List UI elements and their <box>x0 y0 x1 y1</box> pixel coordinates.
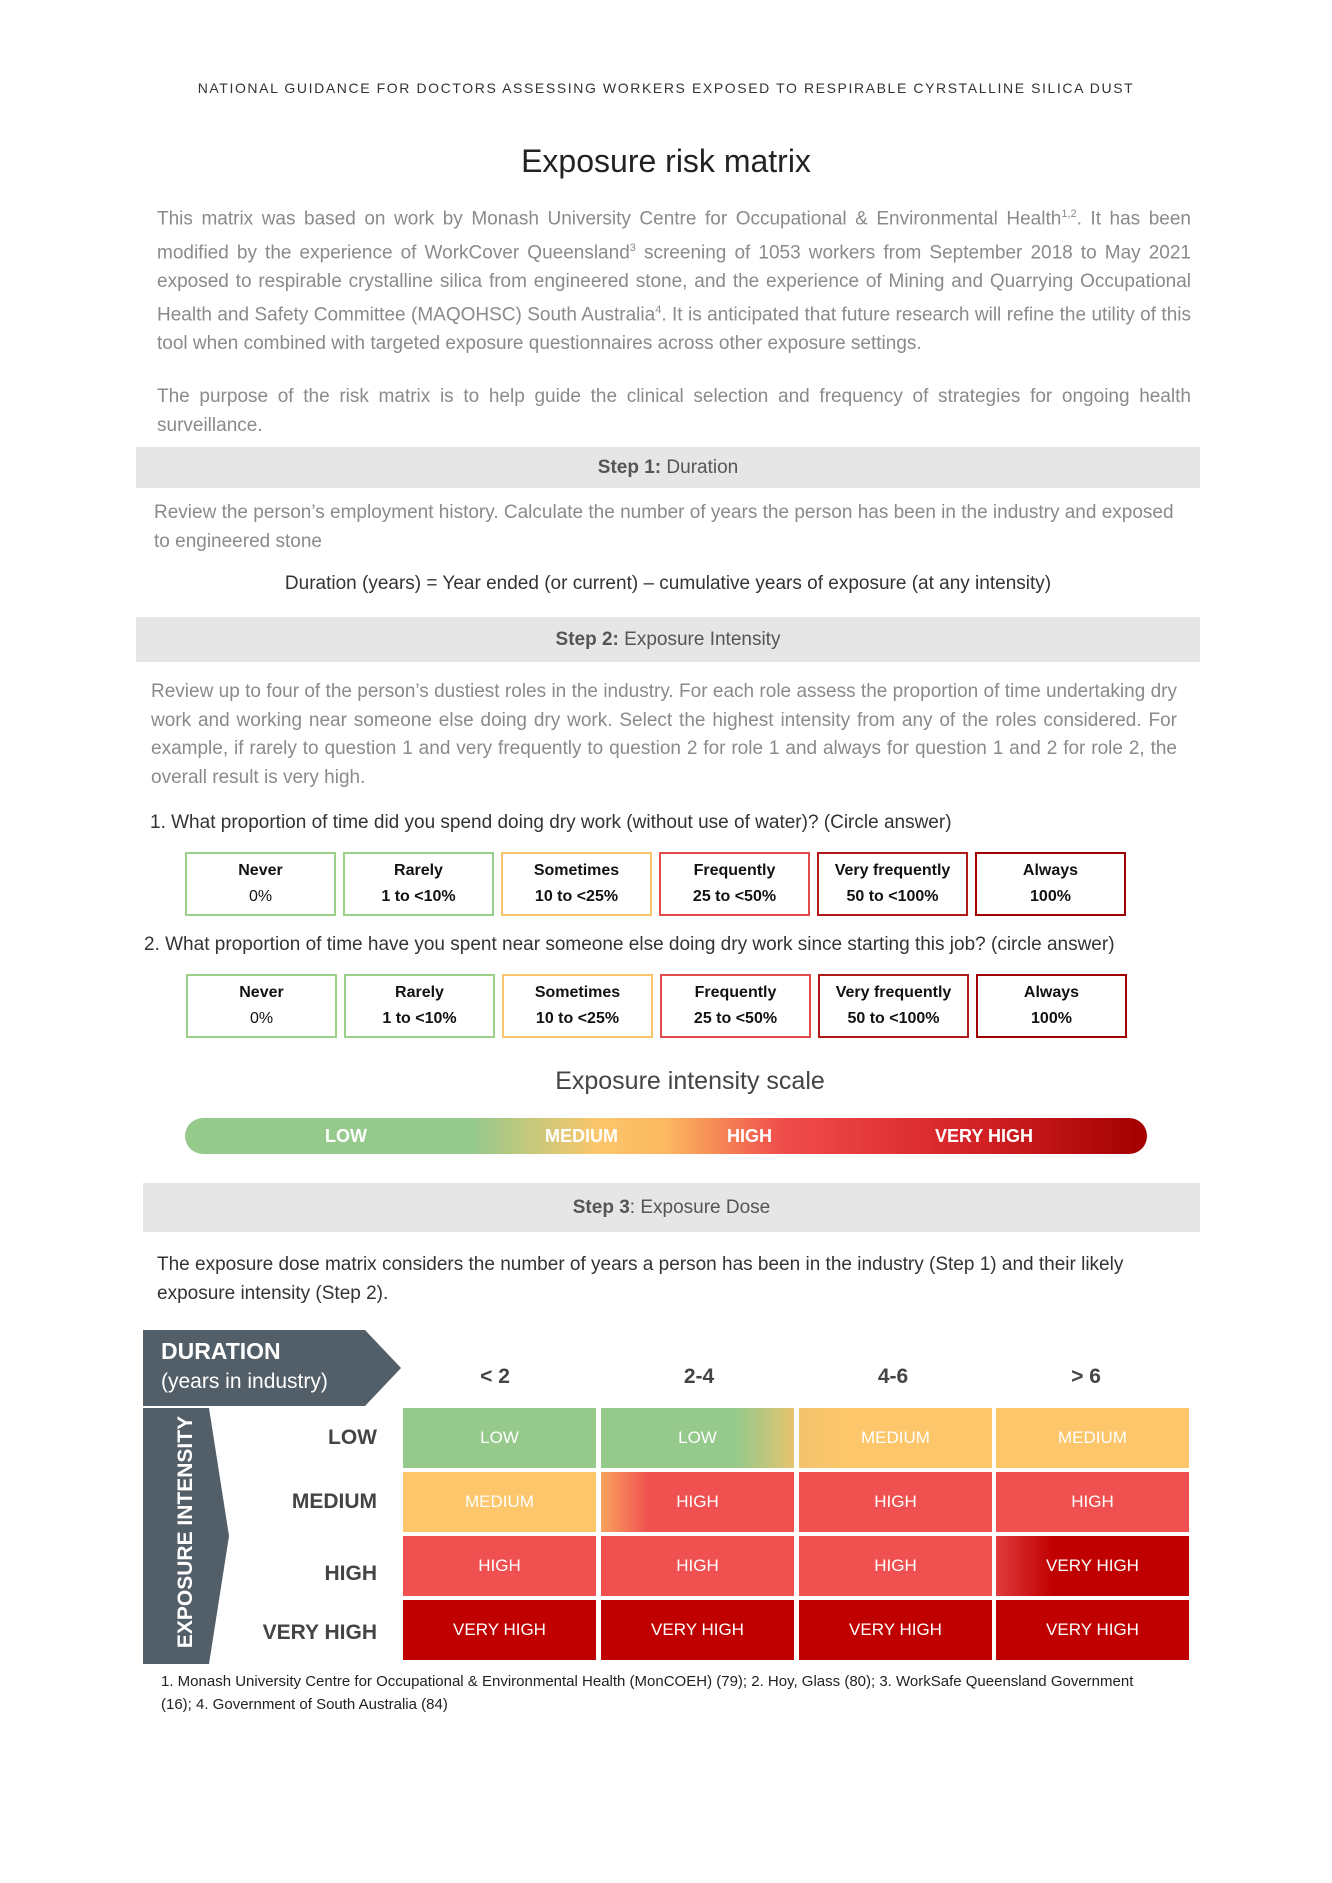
step2-name: Exposure Intensity <box>624 628 781 650</box>
cell-low-2-4 <box>601 1408 794 1468</box>
question-2: 2. What proportion of time have you spent near someone else doing dry work since starting this job? (circle answer) <box>144 934 1115 955</box>
q2-option-rarely[interactable] <box>344 974 495 1038</box>
option-label: Always <box>1022 862 1079 879</box>
scale-label-medium: MEDIUM <box>545 1126 618 1146</box>
step2-bar <box>136 617 1200 662</box>
option-label: Very frequently <box>834 862 951 879</box>
option-label: Sometimes <box>534 984 621 1001</box>
scale-label-high: HIGH <box>727 1126 772 1146</box>
step1-name: Duration <box>666 456 739 478</box>
cell-very-high-gt6 <box>996 1600 1189 1660</box>
cell-low-lt2 <box>403 1408 596 1468</box>
cell-very-high-2-4 <box>601 1600 794 1660</box>
col-head-4-6: 4-6 <box>877 1365 909 1388</box>
scale-label-very-high: VERY HIGH <box>935 1126 1034 1146</box>
cell-text: HIGH <box>676 1556 719 1575</box>
option-value: 1 to <10% <box>381 888 456 905</box>
option-value: 100% <box>1030 888 1071 905</box>
q1-option-sometimes[interactable] <box>501 852 652 916</box>
intensity-title: EXPOSURE INTENSITY <box>174 1415 197 1649</box>
cell-medium-gt6 <box>996 1472 1189 1532</box>
cell-text: LOW <box>678 1428 717 1447</box>
cell-text: LOW <box>480 1428 519 1447</box>
cell-medium-2-4 <box>601 1472 794 1532</box>
option-label: Rarely <box>395 984 444 1001</box>
option-value: 1 to <10% <box>382 1010 457 1027</box>
option-value: 100% <box>1031 1010 1072 1027</box>
intro-sup-1: 1,2 <box>1061 208 1077 220</box>
duration-title: DURATION <box>161 1338 281 1364</box>
purpose-paragraph: The purpose of the risk matrix is to help guide the clinical selection and frequency of strategies for ongoing health surveillance. <box>157 386 1191 436</box>
q2-option-never[interactable] <box>186 974 337 1038</box>
intro-text-c: screening of 1053 workers from September 2018 to May 2021 exposed to respirable crystalline silica from engineered stone, and the experience of Mining and Quarrying Occupational Health and Safety Committee (MAQOHSC) South Australia <box>157 242 1191 326</box>
option-value: 25 to <50% <box>692 888 777 905</box>
step3-bar <box>143 1183 1200 1232</box>
q1-option-never[interactable] <box>185 852 336 916</box>
cell-text: HIGH <box>478 1556 521 1575</box>
intro-text-b: . It has been modified by the experience of WorkCover Queensland <box>157 208 1191 264</box>
page-title: Exposure risk matrix <box>521 143 811 179</box>
running-header: NATIONAL GUIDANCE FOR DOCTORS ASSESSING WORKERS EXPOSED TO RESPIRABLE CYRSTALLINE SILICA DUST <box>197 80 1135 96</box>
row-head-medium: MEDIUM <box>291 1490 377 1513</box>
option-value: 50 to <100% <box>847 1010 940 1027</box>
option-label: Rarely <box>394 862 443 879</box>
duration-header-arrow <box>143 1330 403 1406</box>
cell-high-lt2 <box>403 1536 596 1596</box>
q2-option-frequently[interactable] <box>660 974 811 1038</box>
q1-option-rarely[interactable] <box>343 852 494 916</box>
intro-paragraph <box>157 200 1191 358</box>
cell-text: HIGH <box>874 1556 917 1575</box>
cell-high-4-6 <box>799 1536 992 1596</box>
cell-medium-4-6 <box>799 1472 992 1532</box>
option-label: Frequently <box>694 984 777 1001</box>
row-head-high: HIGH <box>324 1562 377 1585</box>
cell-text: VERY HIGH <box>453 1620 546 1639</box>
cell-text: HIGH <box>874 1492 917 1511</box>
step1-bar <box>136 447 1200 488</box>
option-label: Never <box>238 862 283 879</box>
cell-text: VERY HIGH <box>651 1620 744 1639</box>
q2-option-sometimes[interactable] <box>502 974 653 1038</box>
option-value: 25 to <50% <box>693 1010 778 1027</box>
intro-sup-3: 4 <box>655 304 662 317</box>
q2-option-always[interactable] <box>976 974 1127 1038</box>
intro-text-d: . It is anticipated that future research will refine the utility of this tool when combined with targeted exposure questionnaires across other exposure settings. <box>157 304 1192 354</box>
cell-very-high-4-6 <box>799 1600 992 1660</box>
step3-label: Step 3 <box>572 1196 630 1218</box>
cell-text: MEDIUM <box>1058 1428 1127 1447</box>
intro-text-a: This matrix was based on work by Monash University Centre for Occupational & Environmental Health <box>157 208 1062 230</box>
cell-text: VERY HIGH <box>1046 1556 1139 1575</box>
option-label: Very frequently <box>835 984 952 1001</box>
col-head-lt2: < 2 <box>480 1365 510 1388</box>
q1-option-very-frequently[interactable] <box>817 852 968 916</box>
option-label: Sometimes <box>533 862 620 879</box>
option-label: Frequently <box>693 862 776 879</box>
option-value: 0% <box>248 888 273 905</box>
option-value: 10 to <25% <box>535 1010 620 1027</box>
option-label: Always <box>1023 984 1080 1001</box>
cell-text: VERY HIGH <box>849 1620 942 1639</box>
step2-label: Step 2: <box>555 628 619 650</box>
col-head-2-4: 2-4 <box>683 1365 715 1388</box>
step3-text: The exposure dose matrix considers the number of years a person has been in the industry (Step 1) and their likely exposure intensity (Step 2). <box>157 1254 1124 1304</box>
scale-label-low: LOW <box>325 1126 367 1146</box>
q2-option-very-frequently[interactable] <box>818 974 969 1038</box>
cell-text: VERY HIGH <box>1046 1620 1139 1639</box>
q1-option-frequently[interactable] <box>659 852 810 916</box>
intro-sup-2: 3 <box>629 241 636 254</box>
step1-text: Review the person’s employment history. Calculate the number of years the person has been in the industry and exposed to engineered stone <box>154 502 1174 552</box>
intensity-scale-bar <box>185 1118 1147 1154</box>
cell-very-high-lt2 <box>403 1600 596 1660</box>
duration-formula: Duration (years) = Year ended (or current) – cumulative years of exposure (at any intensity) <box>284 573 1052 594</box>
cell-text: MEDIUM <box>861 1428 930 1447</box>
q1-option-always[interactable] <box>975 852 1126 916</box>
col-head-gt6: > 6 <box>1071 1365 1101 1388</box>
cell-low-gt6 <box>996 1408 1189 1468</box>
step1-label: Step 1: <box>597 456 662 478</box>
option-value: 10 to <25% <box>534 888 619 905</box>
cell-medium-lt2 <box>403 1472 596 1532</box>
question-1: 1. What proportion of time did you spend doing dry work (without use of water)? (Circle answer) <box>150 812 952 833</box>
cell-text: HIGH <box>1071 1492 1114 1511</box>
cell-text: MEDIUM <box>465 1492 534 1511</box>
row-head-very-high: VERY HIGH <box>262 1621 377 1644</box>
footnote: 1. Monash University Centre for Occupational & Environmental Health (MonCOEH) (79); 2. Hoy, Glass (80); 3. WorkSafe Queensland Government (16); 4. Government of South Australia (84) <box>161 1673 1134 1713</box>
question-1-options <box>185 852 1126 916</box>
step2-text: Review up to four of the person’s dustiest roles in the industry. For each role assess the proportion of time undertaking dry work and working near someone else doing dry work. Select the highest intensity from any of the roles considered. For example, if rarely to question 1 and very frequently to question 2 for role 1 and always for question 1 and 2 for role 2, the overall result is very high. <box>151 681 1177 788</box>
row-head-low: LOW <box>328 1426 377 1449</box>
option-label: Never <box>239 984 284 1001</box>
scale-title: Exposure intensity scale <box>555 1067 825 1095</box>
step3-name: : Exposure Dose <box>629 1196 771 1218</box>
duration-subtitle: (years in industry) <box>161 1370 328 1393</box>
cell-high-2-4 <box>601 1536 794 1596</box>
option-value: 0% <box>249 1010 274 1027</box>
option-value: 50 to <100% <box>846 888 939 905</box>
cell-low-4-6 <box>799 1408 992 1468</box>
cell-high-gt6 <box>996 1536 1189 1596</box>
cell-text: HIGH <box>676 1492 719 1511</box>
question-2-options <box>186 974 1127 1038</box>
